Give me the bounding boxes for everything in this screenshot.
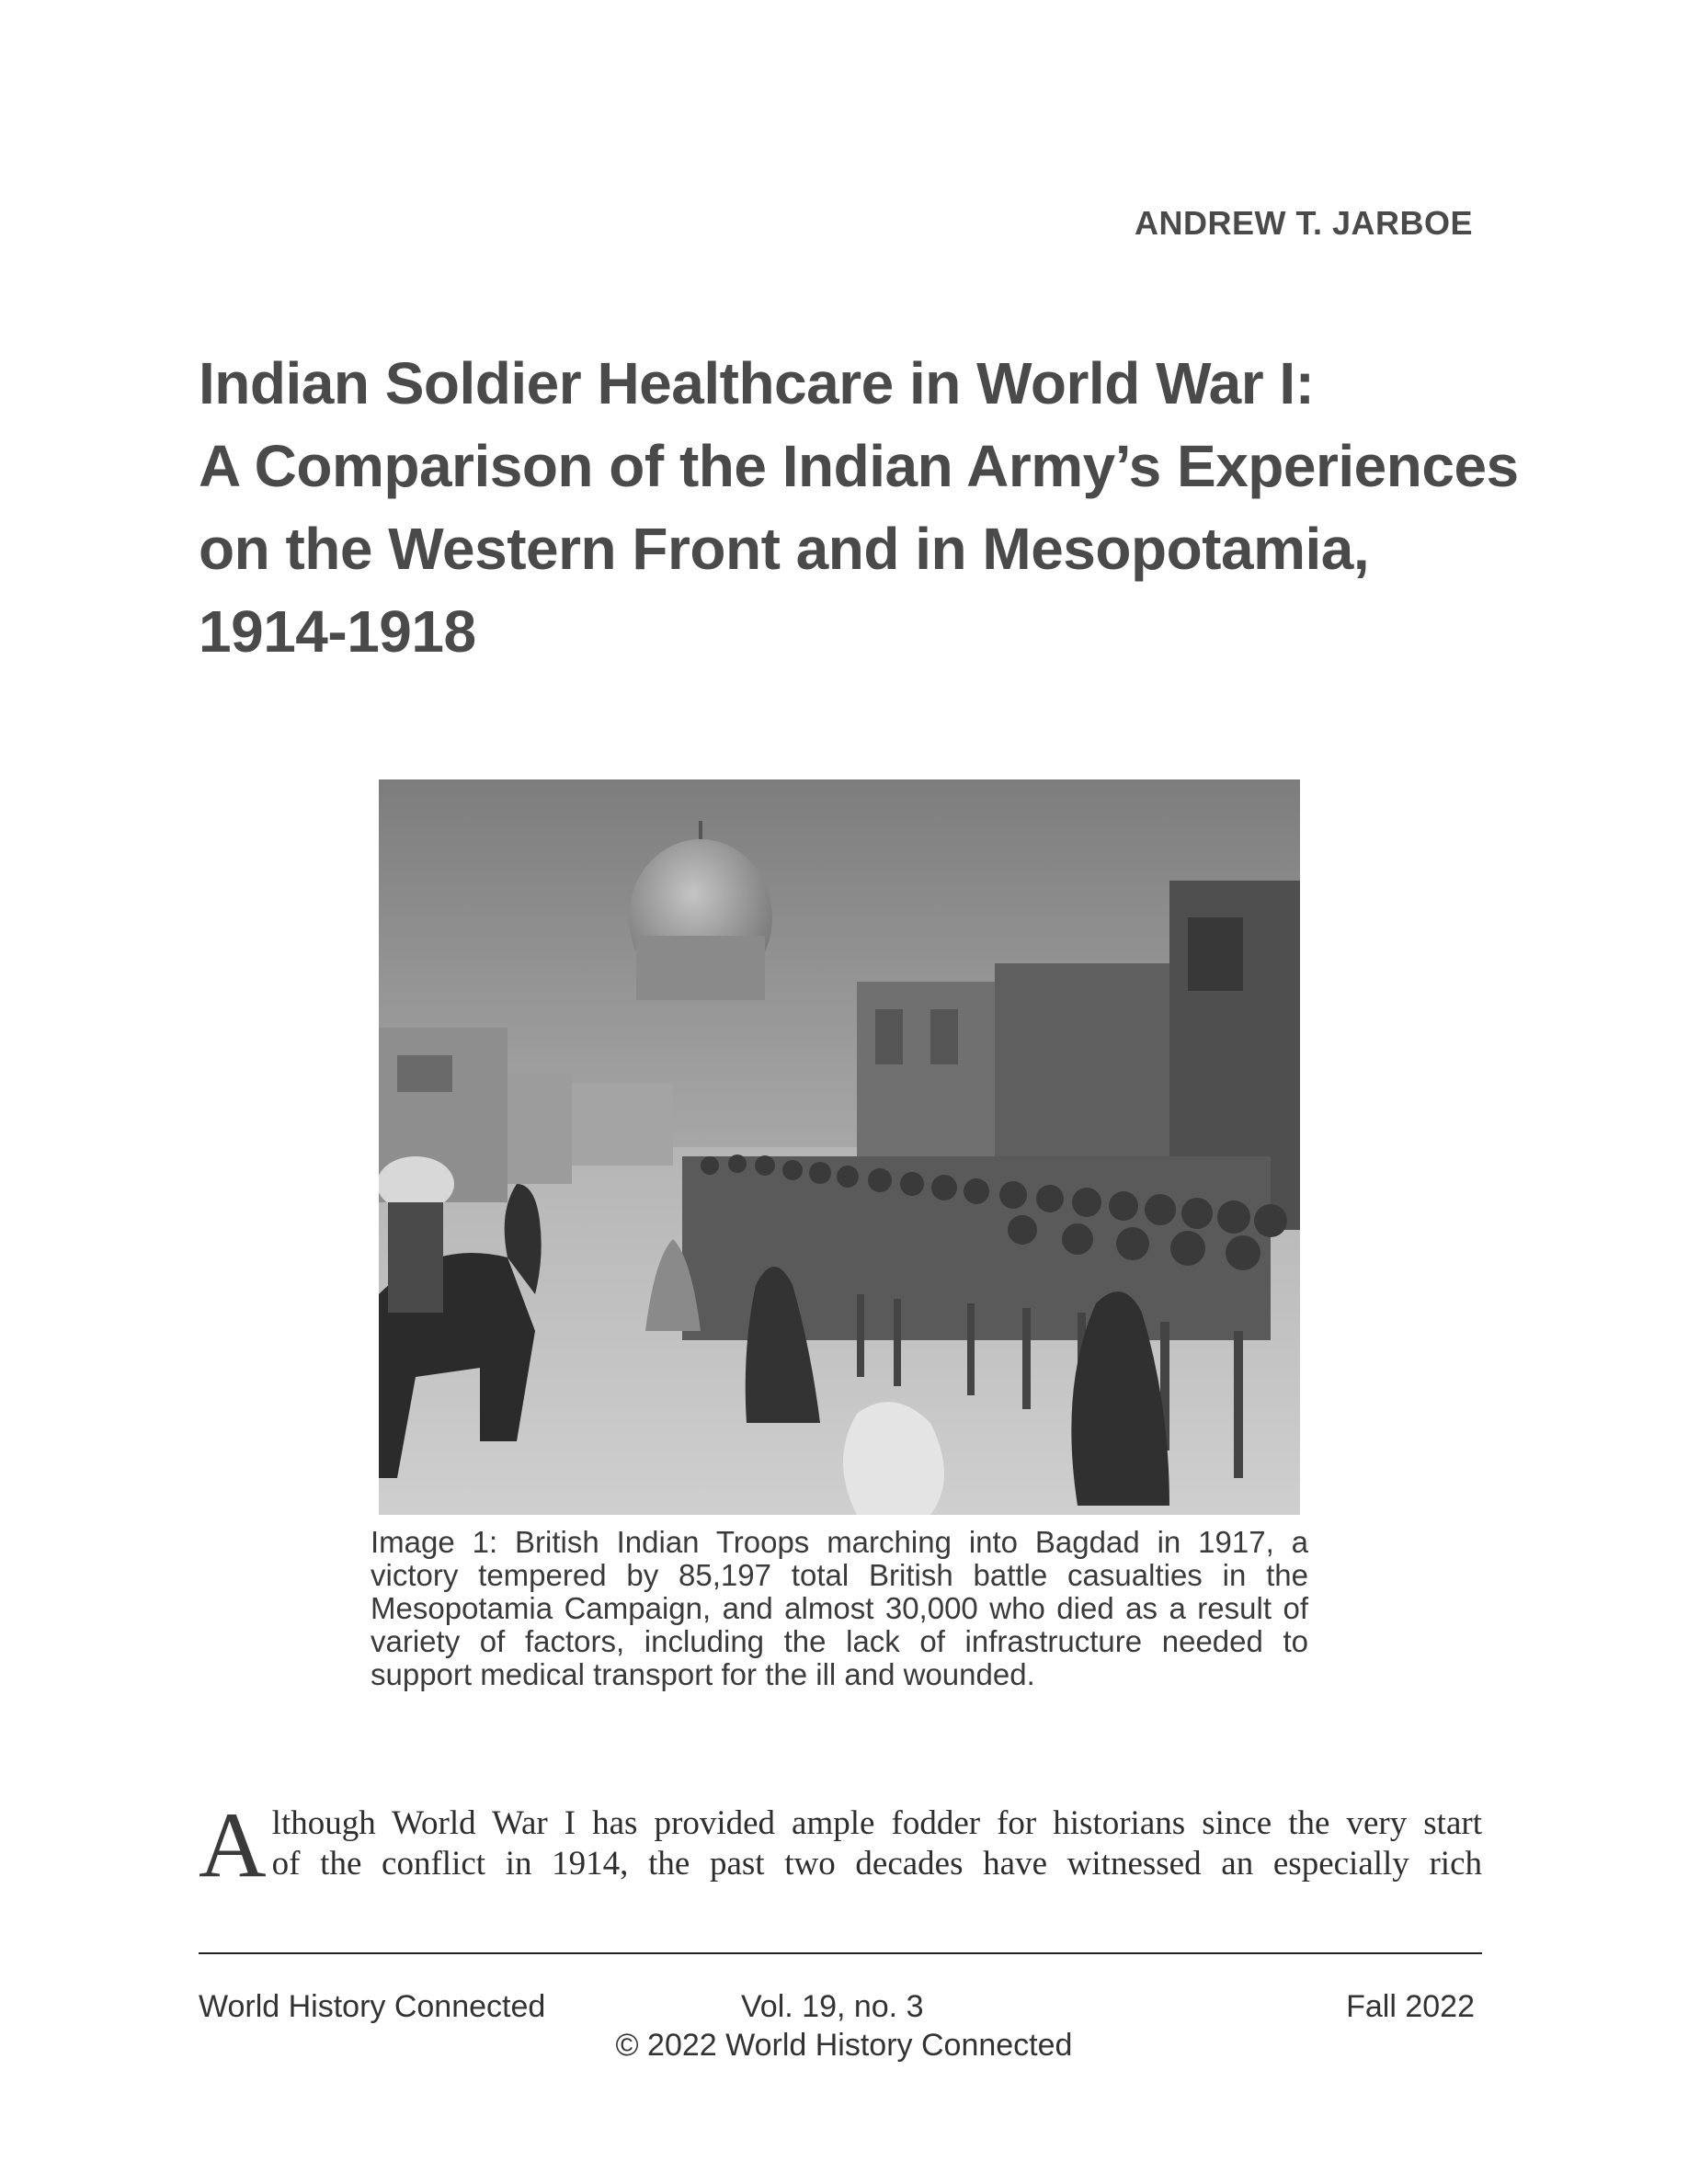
title-line-3: on the Western Front and in Mesopotamia,	[199, 516, 1370, 582]
footer-journal: World History Connected	[199, 1989, 546, 2024]
title-line-1: Indian Soldier Healthcare in World War I:	[199, 350, 1315, 416]
author-name: ANDREW T. JARBOE	[1134, 204, 1473, 242]
article-title	[199, 342, 1519, 673]
drop-cap: A	[199, 1793, 267, 1897]
title-line-2: A Comparison of the Indian Army’s Experiences	[199, 433, 1519, 499]
footer-issue: Fall 2022	[1346, 1989, 1475, 2024]
figure-caption: Image 1: British Indian Troops marching into Bagdad in 1917, a victory tempered by 85,197 total British battle casualties in the Mesopotamia Campaign, and almost 30,000 who died as a result of variety of factors, including the lack of infrastructure needed to support medical transport for the ill and wounded.	[371, 1525, 1308, 1691]
photo-illustration	[379, 779, 1300, 1515]
body-line-1: lthough World War I has provided ample fodder for historians since the very start	[271, 1804, 1482, 1842]
body-line-2: of the conflict in 1914, the past two decades have witnessed an especially rich	[271, 1845, 1482, 1883]
historical-photo	[379, 779, 1300, 1515]
title-line-4: 1914-1918	[199, 598, 476, 665]
footer-volume: Vol. 19, no. 3	[741, 1989, 924, 2024]
body-paragraph	[199, 1793, 1482, 1897]
footer-copyright: © 2022 World History Connected	[615, 2028, 1073, 2063]
footer-divider	[199, 1952, 1482, 1954]
